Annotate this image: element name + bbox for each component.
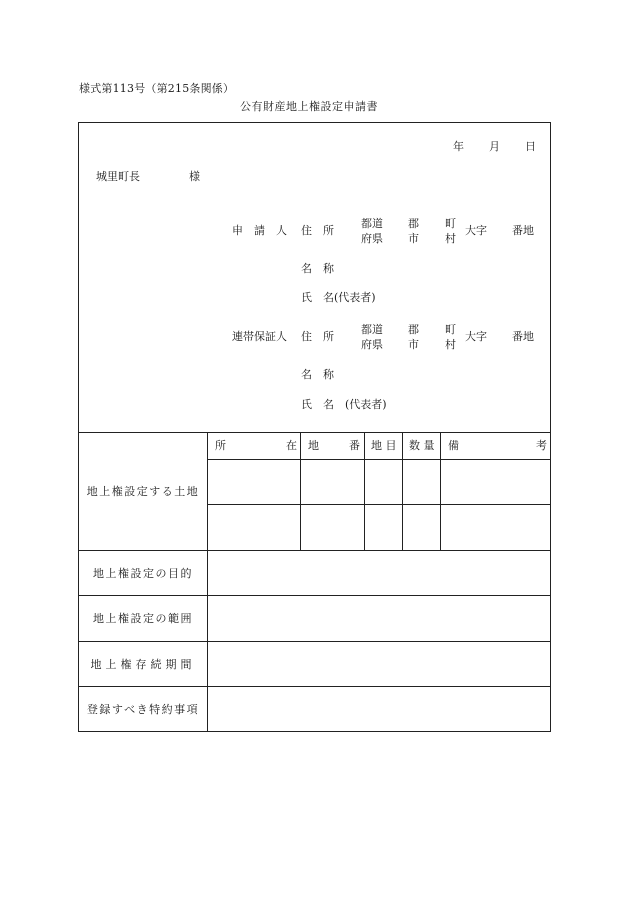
applicant-town-bottom: 村 — [445, 232, 456, 245]
applicant-address-label-1: 住 — [301, 224, 312, 237]
applicant-address-label-2: 所 — [323, 224, 334, 237]
location-header-b: 在 — [286, 439, 297, 452]
applicant-pref-top: 都道 — [361, 217, 383, 230]
lot-header-a: 地 — [308, 439, 319, 452]
land-row-rule — [207, 504, 550, 505]
addressee-honorific: 様 — [189, 170, 200, 183]
category-column-divider — [402, 432, 403, 550]
applicant-town-top: 町 — [445, 217, 456, 230]
addressee-name: 城里町長 — [96, 170, 140, 183]
applicant-name-label: 名 称 — [301, 262, 334, 275]
guarantor-town-top: 町 — [445, 323, 456, 336]
lot-header-b: 番 — [349, 439, 360, 452]
applicant-city-top: 郡 — [408, 217, 419, 230]
applicant-label: 申 請 人 — [232, 224, 287, 237]
scope-row-label: 地上権設定の範囲 — [93, 612, 193, 625]
lot-column-divider — [364, 432, 365, 550]
applicant-city-bottom: 市 — [408, 232, 419, 245]
quantity-column-divider — [440, 432, 441, 550]
remarks-header-b: 考 — [536, 439, 547, 452]
date-month-label: 月 — [489, 140, 500, 153]
header-block — [79, 123, 550, 433]
applicant-rep-label: 氏 名(代表者) — [301, 291, 376, 304]
quantity-header: 数 量 — [409, 439, 435, 452]
guarantor-label: 連帯保証人 — [232, 330, 287, 343]
guarantor-banchi: 番地 — [512, 330, 534, 343]
purpose-row-label: 地上権設定の目的 — [93, 566, 193, 580]
land-row-label: 地上権設定する土地 — [86, 485, 200, 498]
form-title: 公有財産地上権設定申請書 — [240, 100, 378, 113]
duration-row-label: 地上権存続期間 — [90, 657, 196, 671]
guarantor-city-bottom: 市 — [408, 338, 419, 351]
guarantor-address-label-1: 住 — [301, 330, 312, 343]
guarantor-oaza: 大字 — [465, 330, 487, 343]
location-column-divider — [300, 432, 301, 550]
remarks-header-a: 備 — [448, 439, 459, 452]
guarantor-rep-label: 氏 名 (代表者) — [301, 398, 387, 411]
guarantor-name-label: 名 称 — [301, 368, 334, 381]
guarantor-town-bottom: 村 — [445, 338, 456, 351]
application-form-frame — [78, 122, 551, 732]
date-day-label: 日 — [525, 140, 536, 153]
land-header-rule — [207, 459, 550, 460]
guarantor-city-top: 郡 — [408, 323, 419, 336]
category-header: 地 目 — [371, 439, 397, 452]
guarantor-address-label-2: 所 — [323, 330, 334, 343]
special-row-label: 登録すべき特約事項 — [86, 702, 200, 716]
guarantor-pref-bottom: 府県 — [361, 338, 383, 351]
applicant-oaza: 大字 — [465, 224, 487, 237]
date-year-label: 年 — [453, 140, 464, 153]
guarantor-pref-top: 都道 — [361, 323, 383, 336]
applicant-pref-bottom: 府県 — [361, 232, 383, 245]
location-header-a: 所 — [215, 439, 226, 452]
form-number: 様式第113号（第215条関係） — [79, 82, 235, 95]
applicant-banchi: 番地 — [512, 224, 534, 237]
